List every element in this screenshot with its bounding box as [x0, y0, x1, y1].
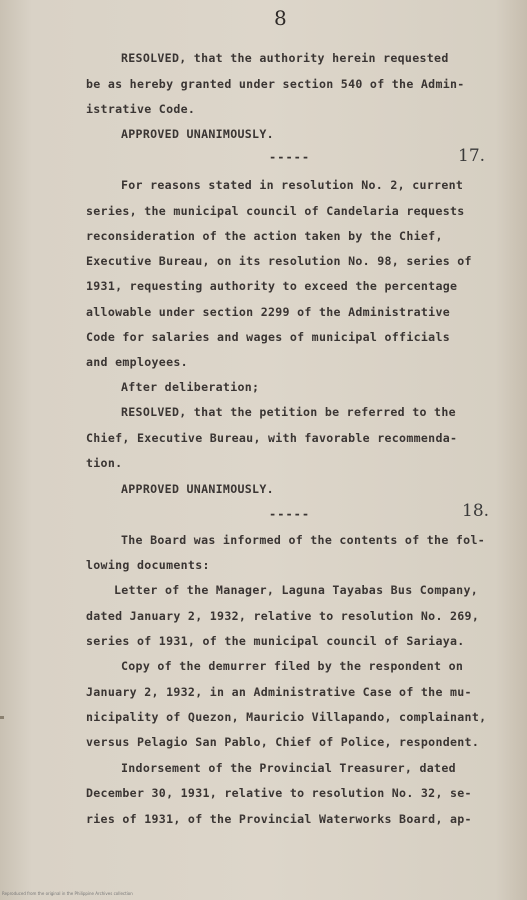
- text-line: versus Pelagio San Pablo, Chief of Police, respondent.: [86, 735, 480, 749]
- text-line: For reasons stated in resolution No. 2, current: [121, 178, 464, 192]
- text-line: tion.: [86, 456, 123, 470]
- text-line: After deliberation;: [121, 380, 260, 394]
- text-line: and employees.: [86, 355, 188, 369]
- text-line: RESOLVED, that the petition be referred to the: [121, 405, 456, 419]
- item-separator: -----: [269, 150, 311, 164]
- text-line: lowing documents:: [86, 558, 210, 572]
- text-line: series, the municipal council of Candelaria requests: [86, 204, 465, 218]
- text-line: APPROVED UNANIMOUSLY.: [121, 127, 274, 141]
- text-line: series of 1931, of the municipal council of Sariaya.: [86, 634, 465, 648]
- text-line: Indorsement of the Provincial Treasurer, dated: [121, 761, 456, 775]
- item-number: 18.: [462, 501, 490, 521]
- text-line: allowable under section 2299 of the Administrative: [86, 305, 451, 319]
- text-line: 1931, requesting authority to exceed the percentage: [86, 279, 458, 293]
- text-line: December 30, 1931, relative to resolution No. 32, se-: [86, 786, 472, 800]
- text-line: January 2, 1932, in an Administrative Case of the mu-: [86, 685, 472, 699]
- text-line: The Board was informed of the contents of the fol-: [121, 533, 486, 547]
- text-line: Copy of the demurrer filed by the respondent on: [121, 659, 464, 673]
- text-line: RESOLVED, that the authority herein requested: [121, 51, 449, 65]
- text-line: ries of 1931, of the Provincial Waterworks Board, ap-: [86, 812, 472, 826]
- text-line: Code for salaries and wages of municipal officials: [86, 330, 451, 344]
- text-line: dated January 2, 1932, relative to resolution No. 269,: [86, 609, 480, 623]
- text-line: APPROVED UNANIMOUSLY.: [121, 482, 274, 496]
- text-line: be as hereby granted under section 540 of the Admin-: [86, 77, 465, 91]
- archive-footer: Reproduced from the original in the Philippine Archives collection: [2, 891, 133, 896]
- text-line: Chief, Executive Bureau, with favorable recommenda-: [86, 431, 458, 445]
- text-line: reconsideration of the action taken by the Chief,: [86, 229, 443, 243]
- page-edge-mark: [0, 716, 4, 719]
- item-separator: -----: [269, 507, 311, 521]
- text-line: nicipality of Quezon, Mauricio Villapando, complainant,: [86, 710, 487, 724]
- text-line: istrative Code.: [86, 102, 196, 116]
- text-line: Letter of the Manager, Laguna Tayabas Bus Company,: [114, 583, 479, 597]
- page-number: 8: [274, 6, 287, 30]
- text-line: Executive Bureau, on its resolution No. 98, series of: [86, 254, 472, 268]
- item-number: 17.: [458, 146, 486, 166]
